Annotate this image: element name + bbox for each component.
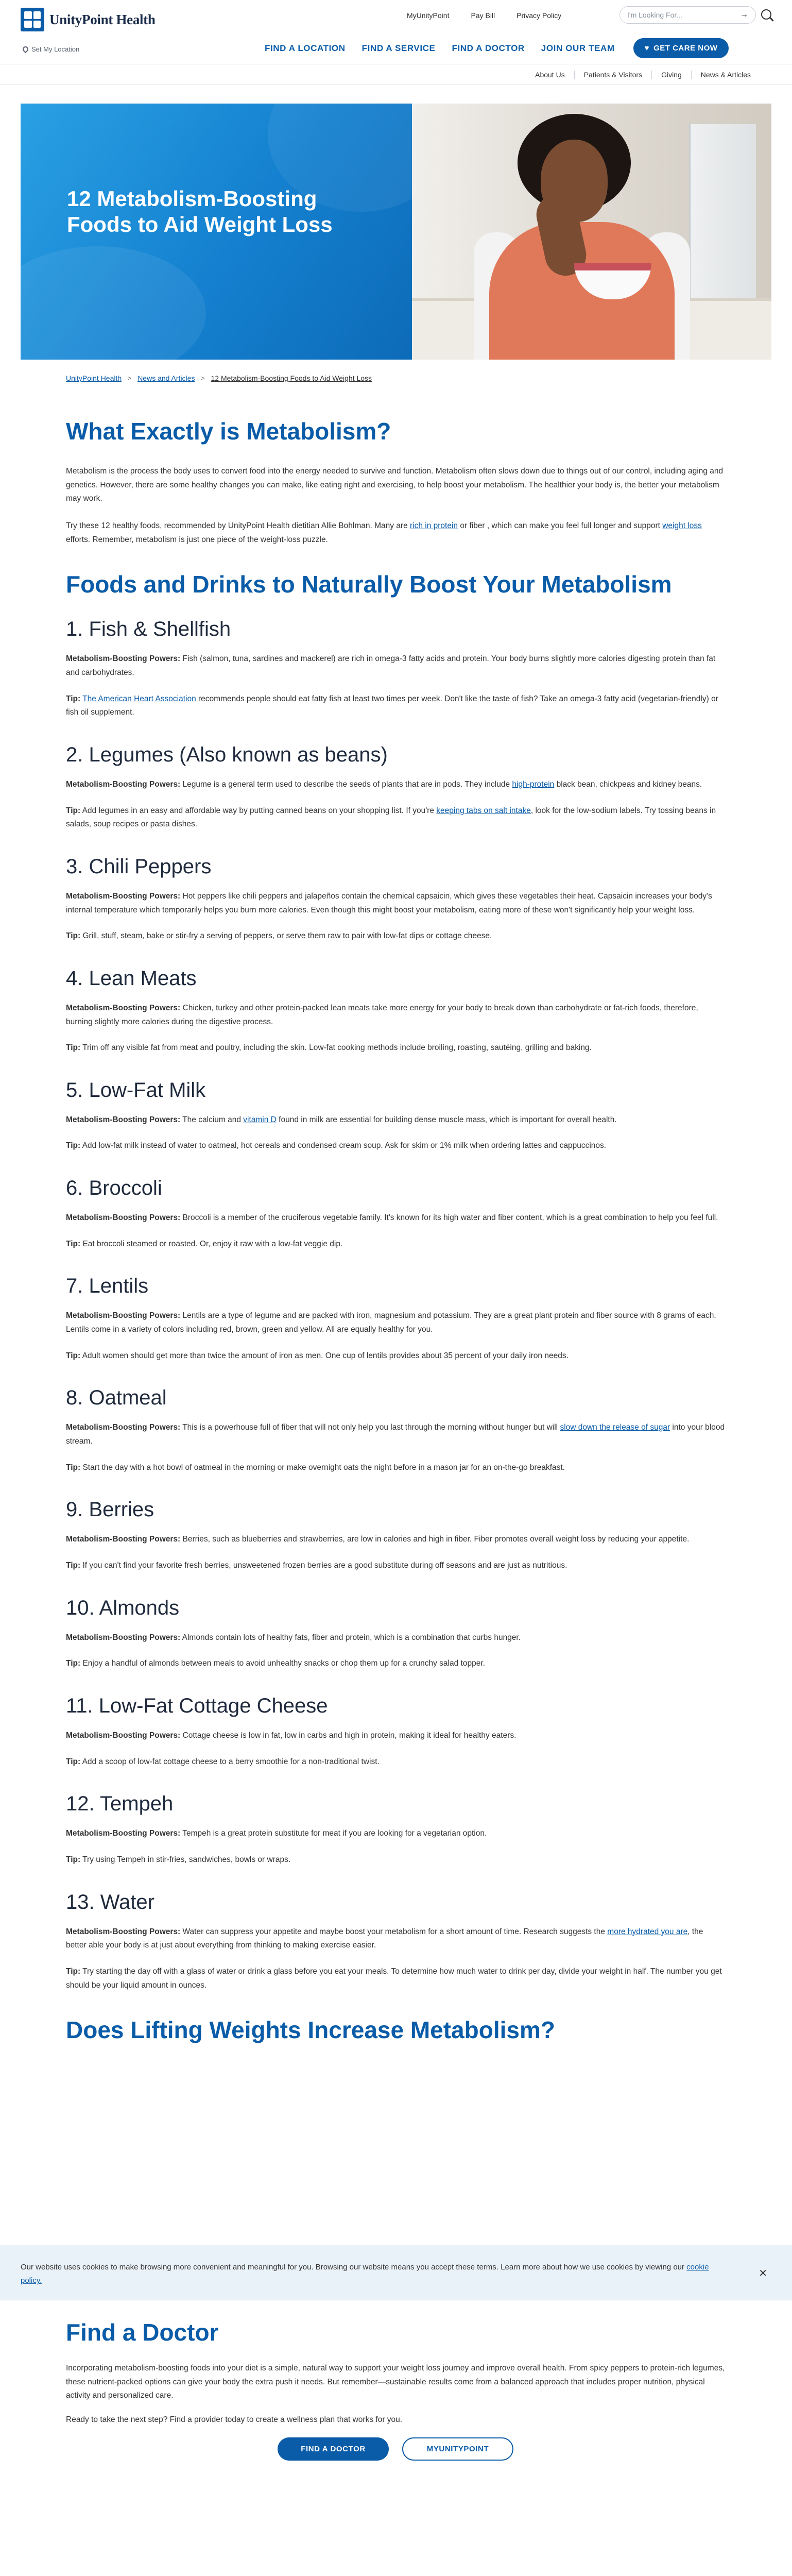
nav-find-location[interactable]: FIND A LOCATION [265,43,346,53]
link-more-hydrated[interactable]: more hydrated you are [607,1927,688,1936]
nav-join-team[interactable]: JOIN OUR TEAM [541,43,615,53]
subnav-news-articles[interactable]: News & Articles [691,71,760,79]
site-header [0,0,792,64]
food-title: 12. Tempeh [66,1792,174,1816]
food-section: 6. Broccoli Metabolism-Boosting Powers: Broccoli is a member of the cruciferous vegetable family. It's known for its high water and fiber content, which is a great combination to help you feel full. Tip: Eat broccoli steamed or roasted. Or, enjoy it raw with a low-fat veggie dip. [66,1177,725,1251]
link-salt-intake[interactable]: keeping tabs on salt intake [436,806,531,815]
food-title: 9. Berries [66,1498,154,1521]
food-section: 1. Fish & Shellfish Metabolism-Boosting Powers: Fish (salmon, tuna, sardines and mackerel) are rich in omega-3 fatty acids and protein. Your body burns slightly more calories digesting protein than fat and carbohydrates. Tip: The American Heart Association recommends people should eat fatty fish at least two times per week. Don't like the taste of fish? Take an omega-3 fatty acid (vegetarian-friendly) or fish oil supplement. [66,618,725,720]
section-heading-foods: Foods and Drinks to Naturally Boost Your Metabolism [66,571,672,598]
food-section: 10. Almonds Metabolism-Boosting Powers: Almonds contain lots of healthy fats, fiber and protein, which is a combination that curbs hunger. Tip: Enjoy a handful of almonds between meals to avoid unhealthy snacks or chop them up for a crunchy salad topper. [66,1597,725,1671]
find-doctor-paragraph-2: Ready to take the next step? Find a provider today to create a wellness plan that works for you. [66,2415,403,2424]
cookie-policy-link[interactable]: cookie policy. [21,2263,709,2285]
breadcrumb-current: 12 Metabolism-Boosting Foods to Aid Weight Loss [211,374,372,382]
food-section: 5. Low-Fat Milk Metabolism-Boosting Powers: The calcium and vitamin D found in milk are essential for building dense muscle mass, which is important for overall health. Tip: Add low-fat milk instead of water to oatmeal, hot cereals and condensed cream soup. Ask for skim or 1% milk when ordering lattes and cappuccinos. [66,1079,725,1153]
food-section: 11. Low-Fat Cottage Cheese Metabolism-Boosting Powers: Cottage cheese is low in fat, low in carbs and high in protein, making it ideal for healthy eaters. Tip: Add a scoop of low-fat cottage cheese to a berry smoothie for a non-traditional twist. [66,1694,725,1769]
food-section: 12. Tempeh Metabolism-Boosting Powers: Tempeh is a great protein substitute for meat if you are looking for a vegetarian option. Tip: Try using Tempeh in stir-fries, sandwiches, bowls or wraps. [66,1792,725,1867]
breadcrumb-home[interactable]: UnityPoint Health [66,374,122,382]
find-doctor-actions [66,2437,725,2461]
food-section: 8. Oatmeal Metabolism-Boosting Powers: This is a powerhouse full of fiber that will not only help you last through the morning without hunger but will slow down the release of sugar into your blood stream. Tip: Start the day with a hot bowl of oatmeal in the morning or make overnight oats the night before in a mason jar for an on-the-go breakfast. [66,1386,725,1472]
link-american-heart-association[interactable]: The American Heart Association [82,694,196,703]
link-slow-release-sugar[interactable]: slow down the release of sugar [560,1423,670,1432]
close-icon[interactable]: ✕ [759,2268,767,2279]
food-section: 9. Berries Metabolism-Boosting Powers: Berries, such as blueberries and strawberries, are low in calories and high in fiber. Fiber promotes overall weight loss by reducing your appetite. Tip: If you can't find your favorite fresh berries, unsweetened frozen berries are a good substitute during off seasons and are just as nutritious. [66,1498,725,1572]
myunitypoint-button[interactable]: MYUNITYPOINT [402,2437,513,2461]
food-title: 6. Broccoli [66,1177,162,1200]
set-location-link[interactable] [23,45,79,53]
food-title: 4. Lean Meats [66,967,197,990]
breadcrumb [66,374,372,382]
utility-nav [407,11,561,20]
location-pin-icon [22,45,30,54]
food-title: 5. Low-Fat Milk [66,1078,206,1101]
hero-photo [412,104,771,360]
food-section: 4. Lean Meats Metabolism-Boosting Powers: Chicken, turkey and other protein-packed lean meats take more energy for your body to break down than carbohydrate or fat-rich foods, therefore, burning slightly more calories during the digestive process. Tip: Trim off any visible fat from meat and poultry, including the skin. Low-fat cooking methods include broiling, roasting, sautéing, grilling and baking. [66,967,725,1055]
food-section: 7. Lentils Metabolism-Boosting Powers: Lentils are a type of legume and are packed with iron, magnesium and potassium. They are a great plant protein and fiber source with 8 grams of each. Lentils come in a variety of colors including red, brown, green and yellow. All are equally healthy for you. Tip: Adult women should get more than twice the amount of iron as men. One cup of lentils provides about 35 percent of your daily iron needs. [66,1275,725,1363]
section-heading-metabolism: What Exactly is Metabolism? [66,418,391,445]
get-care-now-button[interactable] [633,38,729,58]
subnav-about-us[interactable]: About Us [535,70,565,79]
food-title: 13. Water [66,1890,154,1913]
get-care-now-label: GET CARE NOW [653,44,718,53]
search-placeholder: I'm Looking For... [627,11,682,19]
set-location-label: Set My Location [31,45,80,53]
secondary-nav [0,64,792,85]
link-rich-in-protein[interactable]: rich in protein [410,521,458,530]
cookie-banner [0,2245,792,2300]
chevron-right-icon: > [201,375,205,382]
site-logo[interactable] [21,8,156,31]
heart-icon: ♥ [644,44,650,53]
find-doctor-section [66,2318,725,2461]
search-input[interactable] [619,6,756,24]
arrow-right-icon[interactable]: → [740,10,748,19]
util-link-privacy-policy[interactable]: Privacy Policy [516,11,562,20]
main-nav [265,38,729,58]
logo-text: UnityPoint Health [49,11,156,27]
util-link-pay-bill[interactable]: Pay Bill [471,11,495,20]
logo-mark-icon [21,8,44,31]
find-a-doctor-button[interactable]: FIND A DOCTOR [278,2437,389,2461]
nav-find-doctor[interactable]: FIND A DOCTOR [452,43,525,53]
hero-title-panel [21,104,412,360]
util-link-myunitypoint[interactable]: MyUnityPoint [407,11,450,20]
intro-paragraph: Metabolism is the process the body uses to convert food into the energy needed to survive and function. Metabolism often slows down due to things out of our control, including aging and genetics. However, there are some healthy changes you can make, like eating right and exercising, to help boost your metabolism. The healthier your body is, the better your metabolism may work. [66,467,724,503]
breadcrumb-news[interactable]: News and Articles [137,374,195,382]
subnav-giving[interactable]: Giving [651,71,691,79]
food-section: 3. Chili Peppers Metabolism-Boosting Powers: Hot peppers like chili peppers and jalapeños contain the chemical capsaicin, which gives these vegetables their heat. Capsaicin increases your body's internal temperature which temporarily helps you burn more calories. Even though this might boost your metabolism, eating more of these won't significantly help your weight loss. Tip: Grill, stuff, steam, bake or stir-fry a serving of peppers, or serve them raw to pair with low-fat dips or cottage cheese. [66,855,725,943]
find-doctor-heading: Find a Doctor [66,2319,219,2346]
hero-title: 12 Metabolism-Boosting Foods to Aid Weight Loss [67,187,333,236]
find-doctor-paragraph: Incorporating metabolism-boosting foods into your diet is a simple, natural way to support your weight loss journey and improve overall health. From spicy peppers to protein-rich legumes, these nutrient-packed options can give your body the extra push it needs. But remember—sustainable results come from a balanced approach that includes proper nutrition, physical activity and personalized care. [66,2364,725,2400]
food-section: 2. Legumes (Also known as beans) Metabolism-Boosting Powers: Legume is a general term used to describe the seeds of plants that are in pods. They include high-protein black bean, chickpeas and kidney beans. Tip: Add legumes in an easy and affordable way by putting canned beans on your shopping list. If you're keeping tabs on salt intake, look for the low-sodium labels. Try tossing beans in salads, soup recipes or pasta dishes. [66,743,725,832]
chevron-right-icon: > [128,375,132,382]
food-title: 2. Legumes (Also known as beans) [66,743,388,766]
link-vitamin-d[interactable]: vitamin D [243,1115,277,1124]
food-title: 10. Almonds [66,1596,180,1619]
subnav-patients-visitors[interactable]: Patients & Visitors [574,71,651,79]
link-weight-loss[interactable]: weight loss [662,521,702,530]
link-high-protein[interactable]: high-protein [512,779,555,789]
nav-find-service[interactable]: FIND A SERVICE [361,43,436,53]
food-section: 13. Water Metabolism-Boosting Powers: Water can suppress your appetite and maybe boost your metabolism for a short amount of time. Research suggests the more hydrated you are, the better able your body is at just about everything from thinking to making exercise easier. Tip: Try starting the day off with a glass of water or drink a glass before you eat your meals. To determine how much water to drink per day, divide your weight in half. The number you get should be your liquid amount in ounces. [66,1891,725,1993]
food-title: 1. Fish & Shellfish [66,618,231,641]
intro-paragraph-2: Try these 12 healthy foods, recommended by UnityPoint Health dietitian Allie Bohlman. Many are rich in protein or fiber , which can make you feel full longer and support weight loss efforts. Remember, metabolism is just one piece of the weight-loss puzzle. [66,521,702,544]
article-body [66,417,725,2063]
food-title: 8. Oatmeal [66,1386,167,1410]
food-title: 3. Chili Peppers [66,855,212,878]
food-title: 11. Low-Fat Cottage Cheese [66,1694,328,1717]
hero-banner [21,104,771,360]
cookie-text: Our website uses cookies to make browsing more convenient and meaningful for you. Browsing our website means you accept these terms. Learn more about how we use cookies by viewing our cookie policy. [21,2263,709,2285]
food-title: 7. Lentils [66,1275,149,1298]
section-heading-lifting: Does Lifting Weights Increase Metabolism? [66,2016,555,2044]
search-icon[interactable] [761,9,771,20]
